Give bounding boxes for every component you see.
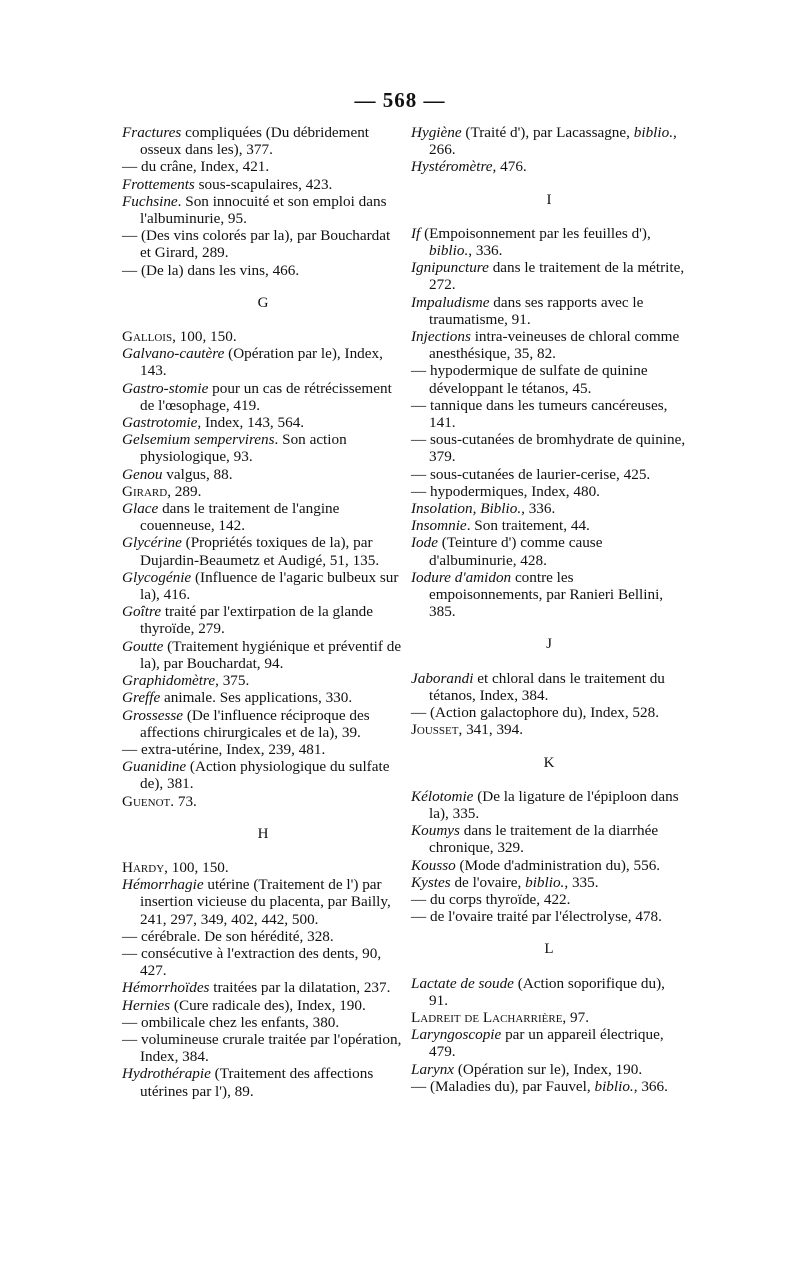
entry-term: Hémorrhagie: [122, 876, 204, 894]
index-entry: [411, 670, 687, 704]
entry-text: pour un cas de rétrécissement de l'œsophage, 419.: [140, 379, 392, 414]
index-entry: [411, 857, 687, 874]
entry-text: — (Des vins colorés par la), par Bouchardat et Girard, 289.: [122, 227, 391, 262]
entry-text: — volumineuse crurale traitée par l'opération, Index, 384.: [122, 1030, 402, 1066]
index-entry: [122, 603, 404, 637]
entry-term: Guanidine: [122, 758, 187, 776]
index-entry: [122, 124, 404, 158]
entry-term: Grossesse: [122, 706, 184, 724]
entry-text: I: [546, 191, 552, 208]
entry-text: (Action soporifique du), 91.: [429, 974, 665, 1009]
entry-text: . 73.: [170, 792, 197, 810]
index-entry: [122, 345, 404, 379]
index-entry: [122, 500, 404, 534]
entry-text: — (De la) dans les vins, 466.: [122, 261, 300, 279]
index-entry: [411, 225, 687, 259]
entry-text: sous-scapulaires, 423.: [194, 175, 333, 193]
entry-text: , 100, 150.: [164, 858, 229, 876]
index-entry: [122, 945, 404, 979]
entry-text: , 289.: [167, 482, 202, 500]
entry-text: . Son action physiologique, 93.: [140, 431, 347, 466]
index-entry: [411, 397, 687, 431]
entry-text: (Mode d'administration du), 556.: [455, 856, 661, 874]
entry-term: Graphidomètre: [122, 672, 216, 690]
entry-text: (Opération sur le), Index, 190.: [454, 1060, 643, 1078]
entry-text: G: [257, 294, 269, 311]
entry-text: (Empoisonnement par les feuilles d'),: [420, 224, 651, 242]
entry-text: (Opération par le), Index, 143.: [140, 345, 383, 380]
entry-text: , 375.: [215, 672, 250, 690]
index-entry: [411, 431, 687, 465]
entry-term: Jaborandi: [411, 669, 474, 687]
entry-term: Glycogénie: [122, 568, 192, 586]
entry-text: — hypodermiques, Index, 480.: [411, 482, 600, 500]
index-entry: [411, 259, 687, 293]
entry-term: Kélotomie: [411, 787, 474, 805]
index-entry: [411, 721, 687, 738]
author-name: Gallois: [122, 328, 173, 346]
index-entry: [411, 822, 687, 856]
entry-text: par un appareil électrique, 479.: [429, 1026, 664, 1061]
entry-text: (Teinture d') comme cause d'albuminurie, 428.: [429, 534, 603, 569]
entry-text: dans le traitement de la diarrhée chronique, 329.: [429, 822, 659, 857]
entry-text: — sous-cutanées de laurier-cerise, 425.: [411, 465, 651, 483]
entry-text: (De la ligature de l'épiploon dans la), 335.: [429, 787, 679, 822]
entry-text: . Son innocuité et son emploi dans l'albuminurie, 95.: [140, 192, 387, 228]
index-entry: [411, 1061, 687, 1078]
entry-text: — consécutive à l'extraction des dents, 90, 427.: [122, 944, 382, 980]
index-entry: [411, 1078, 687, 1095]
index-entry: [122, 534, 404, 568]
index-entry: [122, 227, 404, 261]
entry-text: (Propriétés toxiques de la), par Dujardin-Beaumetz et Audigé, 51, 135.: [140, 534, 380, 569]
index-entry: [122, 672, 404, 689]
index-entry: [411, 1009, 687, 1026]
entry-text: traitées par la dilatation, 237.: [209, 979, 391, 997]
index-entry: [122, 569, 404, 603]
index-entry: [122, 483, 404, 500]
entry-text: , 336.: [468, 242, 503, 260]
entry-term: Iode: [411, 534, 438, 552]
entry-term: Fuchsine: [122, 192, 178, 210]
section-letter: [411, 636, 687, 653]
entry-text: , 100, 150.: [172, 328, 237, 346]
entry-term: Insomnie: [411, 517, 467, 535]
entry-text: K: [543, 754, 555, 771]
index-entry: [411, 328, 687, 362]
entry-term: Gastro-stomie: [122, 379, 209, 397]
entry-term: Impaludisme: [411, 293, 490, 311]
index-entry: [411, 362, 687, 396]
entry-text: — tannique dans les tumeurs cancéreuses, 141.: [411, 396, 668, 432]
index-entry: [122, 638, 404, 672]
entry-term: biblio.: [594, 1077, 634, 1095]
index-entry: [411, 124, 687, 158]
entry-text: (Traitement des affections utérines par l'), 89.: [140, 1065, 374, 1100]
entry-term: Greffe: [122, 689, 161, 707]
entry-text: (De l'influence réciproque des affections chirurgicales et de la), 39.: [140, 706, 370, 741]
entry-text: , 366.: [633, 1077, 668, 1095]
index-column-right: [411, 124, 687, 1095]
entry-text: , 266.: [429, 124, 677, 159]
entry-term: Fractures: [122, 124, 182, 141]
entry-text: intra-veineuses de chloral comme anesthésique, 35, 82.: [429, 328, 680, 363]
entry-term: Glycérine: [122, 534, 182, 552]
entry-text: , Index, 143, 564.: [197, 414, 305, 432]
entry-text: traité par l'extirpation de la glande thyroïde, 279.: [140, 603, 373, 638]
entry-term: biblio.: [633, 124, 673, 141]
entry-text: J: [546, 636, 552, 653]
index-entry: [411, 483, 687, 500]
index-entry: [122, 1065, 404, 1099]
entry-term: Genou: [122, 465, 163, 483]
entry-text: , 336.: [521, 500, 556, 518]
entry-term: Koumys: [411, 822, 460, 840]
entry-text: H: [257, 825, 269, 842]
entry-text: utérine (Traitement de l') par insertion vicieuse du placenta, par Bailly, 241, 297, 349, 402, 442, 500.: [140, 876, 391, 928]
entry-text: (Traité d'), par Lacassagne,: [461, 124, 634, 141]
index-entry: [122, 466, 404, 483]
index-entry: [122, 758, 404, 792]
entry-text: — extra-utérine, Index, 239, 481.: [122, 740, 326, 758]
index-entry: [122, 928, 404, 945]
index-entry: [122, 262, 404, 279]
entry-term: Goutte: [122, 637, 164, 655]
entry-text: dans ses rapports avec le traumatisme, 91.: [429, 293, 644, 328]
entry-text: — sous-cutanées de bromhydrate de quinine, 379.: [411, 431, 686, 466]
index-entry: [411, 874, 687, 891]
entry-term: Kystes: [411, 873, 451, 891]
index-entry: [122, 380, 404, 414]
entry-term: Injections: [411, 328, 471, 346]
entry-text: — (Maladies du), par Fauvel,: [411, 1077, 595, 1095]
index-entry: [122, 158, 404, 175]
author-name: Guenot: [122, 792, 171, 810]
entry-text: — du corps thyroïde, 422.: [411, 890, 571, 908]
entry-term: Insolation, Biblio.: [411, 500, 522, 518]
entry-term: If: [411, 224, 421, 242]
index-entry: [411, 534, 687, 568]
entry-term: biblio.: [525, 873, 565, 891]
entry-text: — ombilicale chez les enfants, 380.: [122, 1013, 340, 1031]
index-entry: [122, 689, 404, 706]
entry-text: . Son traitement, 44.: [466, 517, 590, 535]
index-entry: [411, 788, 687, 822]
entry-term: Hygiène: [411, 124, 462, 141]
index-entry: [122, 997, 404, 1014]
entry-text: (Action physiologique du sulfate de), 381.: [140, 758, 390, 793]
index-entry: [411, 975, 687, 1009]
index-entry: [122, 176, 404, 193]
author-name: Girard: [122, 482, 168, 500]
author-name: Hardy: [122, 858, 165, 876]
entry-text: — cérébrale. De son hérédité, 328.: [122, 927, 334, 945]
entry-term: Glace: [122, 500, 159, 518]
page-number: — 568 —: [354, 88, 446, 112]
index-entry: [122, 741, 404, 758]
entry-text: — (Action galactophore du), Index, 528.: [411, 704, 659, 722]
entry-text: animale. Ses applications, 330.: [160, 689, 353, 707]
entry-term: Frottements: [122, 175, 195, 193]
entry-text: compliquées (Du débridement osseux dans les), 377.: [140, 124, 370, 159]
index-entry: [411, 704, 687, 721]
section-letter: [122, 826, 404, 843]
index-entry: [411, 569, 687, 621]
entry-term: Laryngoscopie: [411, 1026, 502, 1044]
entry-text: , 335.: [564, 873, 599, 891]
entry-text: dans le traitement de la métrite, 272.: [429, 259, 685, 294]
index-column-left: [122, 124, 404, 1100]
index-entry: [122, 876, 404, 928]
section-letter: [411, 941, 687, 958]
entry-term: Gelsemium sempervirens: [122, 431, 275, 449]
entry-term: Ignipuncture: [411, 259, 489, 277]
entry-text: (Cure radicale des), Index, 190.: [170, 996, 366, 1014]
entry-text: de l'ovaire,: [450, 873, 526, 891]
index-entry: [411, 891, 687, 908]
entry-text: — hypodermique de sulfate de quinine développant le tétanos, 45.: [411, 362, 648, 397]
entry-term: Iodure d'amidon: [411, 568, 512, 586]
section-letter: [122, 295, 404, 312]
entry-term: Hémorrhoïdes: [122, 979, 210, 997]
index-entry: [122, 793, 404, 810]
entry-term: Galvano-cautère: [122, 345, 225, 363]
entry-term: Hydrothérapie: [122, 1065, 211, 1083]
entry-text: (Traitement hygiénique et préventif de la), par Bouchardat, 94.: [140, 637, 402, 672]
entry-text: dans le traitement de l'angine couenneuse, 142.: [140, 500, 340, 535]
index-entry: [122, 979, 404, 996]
section-letter: [411, 755, 687, 772]
entry-term: Hernies: [122, 996, 171, 1014]
index-entry: [122, 859, 404, 876]
entry-term: Larynx: [411, 1060, 455, 1078]
entry-text: L: [544, 941, 554, 958]
index-entry: [411, 158, 687, 175]
index-entry: [122, 707, 404, 741]
index-entry: [122, 328, 404, 345]
section-letter: [411, 192, 687, 209]
index-entry: [411, 294, 687, 328]
author-name: Jousset: [411, 721, 459, 739]
entry-text: — du crâne, Index, 421.: [122, 158, 270, 176]
index-entry: [411, 500, 687, 517]
index-entry: [411, 466, 687, 483]
entry-text: , 341, 394.: [458, 721, 524, 739]
index-entry: [411, 517, 687, 534]
entry-term: Gastrotomie: [122, 414, 198, 432]
index-entry: [122, 431, 404, 465]
entry-term: Kousso: [411, 856, 456, 874]
entry-term: Hystéromètre: [411, 158, 493, 176]
entry-text: (Influence de l'agaric bulbeux sur la), 416.: [140, 568, 399, 604]
index-entry: [122, 1031, 404, 1065]
index-entry: [122, 193, 404, 227]
index-entry: [411, 908, 687, 925]
index-entry: [122, 1014, 404, 1031]
entry-text: — de l'ovaire traité par l'électrolyse, 478.: [411, 908, 662, 926]
entry-term: Goître: [122, 603, 162, 621]
entry-text: , 476.: [492, 158, 527, 176]
entry-text: , 97.: [562, 1008, 589, 1026]
author-name: Ladreit de Lacharrière: [411, 1008, 563, 1026]
entry-text: et chloral dans le traitement du tétanos, Index, 384.: [429, 669, 665, 704]
index-entry: [122, 414, 404, 431]
entry-term: biblio.: [429, 242, 469, 260]
entry-text: contre les empoisonnements, par Ranieri Bellini, 385.: [429, 568, 664, 621]
entry-text: valgus, 88.: [162, 465, 233, 483]
entry-term: Lactate de soude: [411, 974, 514, 992]
index-entry: [411, 1026, 687, 1060]
